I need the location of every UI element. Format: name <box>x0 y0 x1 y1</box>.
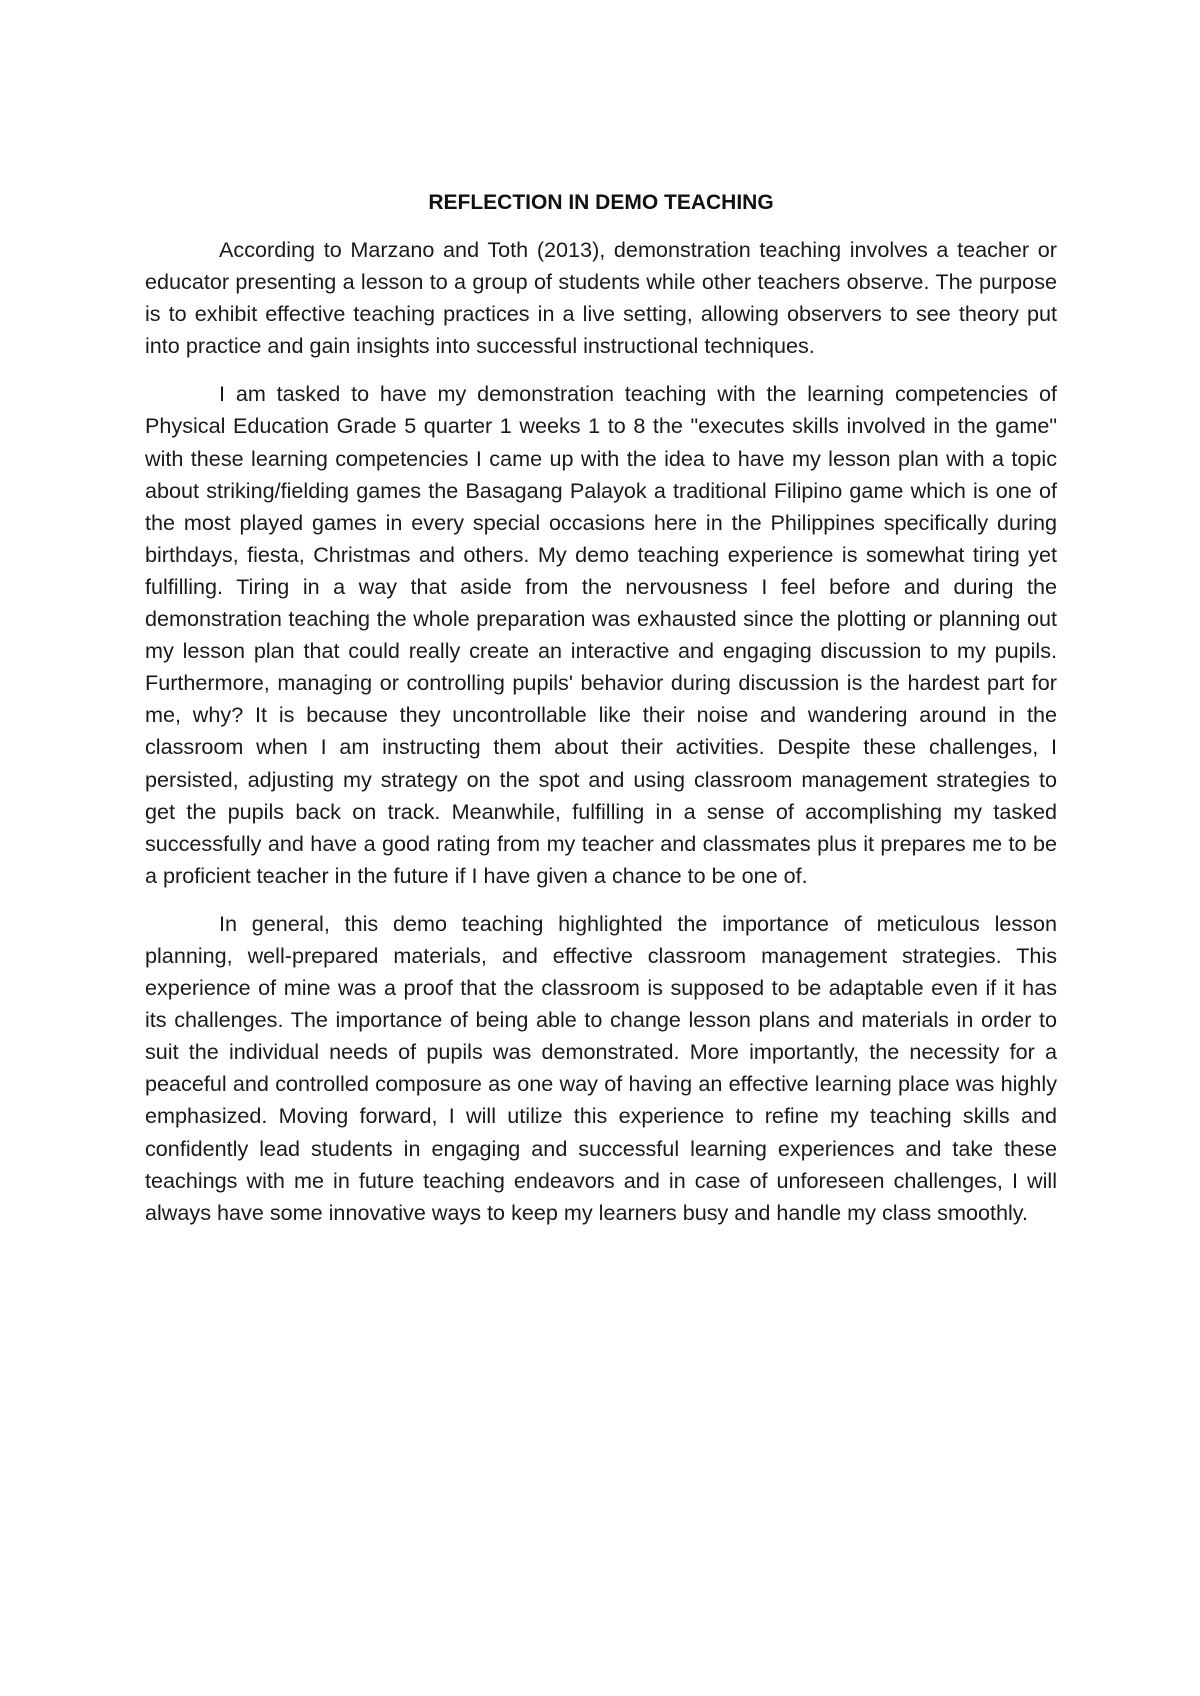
paragraph-introduction: According to Marzano and Toth (2013), demonstration teaching involves a teacher or educator presenting a lesson to a group of students while other teachers observe. The purpose is to exhibit effective teaching practices in a live setting, allowing observers to see theory put into practice and gain insights into successful instructional techniques. <box>145 237 1057 359</box>
paragraph-experience: I am tasked to have my demonstration teaching with the learning competencies of Physical Education Grade 5 quarter 1 weeks 1 to 8 the "executes skills involved in the game" with these learning competencies I came up with the idea to have my lesson plan with a topic about striking/fielding games the Basagang Palayok a traditional Filipino game which is one of the most played games in every special occasions here in the Philippines specifically during birthdays, fiesta, Christmas and others. My demo teaching experience is somewhat tiring yet fulfilling. Tiring in a way that aside from the nervousness I feel before and during the demonstration teaching the whole preparation was exhausted since the plotting or planning out my lesson plan that could really create an interactive and engaging discussion to my pupils. Furthermore, managing or controlling pupils' behavior during discussion is the hardest part for me, why? It is because they uncontrollable like their noise and wandering around in the classroom when I am instructing them about their activities. Despite these challenges, I persisted, adjusting my strategy on the spot and using classroom management strategies to get the pupils back on track. Meanwhile, fulfilling in a sense of accomplishing my tasked successfully and have a good rating from my teacher and classmates plus it prepares me to be a proficient teacher in the future if I have given a chance to be one of. <box>145 381 1057 888</box>
document-title: REFLECTION IN DEMO TEACHING <box>428 191 774 214</box>
document-page <box>145 186 1057 1245</box>
paragraph-conclusion: In general, this demo teaching highlighted the importance of meticulous lesson planning, well-prepared materials, and effective classroom management strategies. This experience of mine was a proof that the classroom is supposed to be adaptable even if it has its challenges. The importance of being able to change lesson plans and materials in order to suit the individual needs of pupils was demonstrated. More importantly, the necessity for a peaceful and controlled composure as one way of having an effective learning place was highly emphasized. Moving forward, I will utilize this experience to refine my teaching skills and confidently lead students in engaging and successful learning experiences and take these teachings with me in future teaching endeavors and in case of unforeseen challenges, I will always have some innovative ways to keep my learners busy and handle my class smoothly. <box>145 910 1057 1225</box>
